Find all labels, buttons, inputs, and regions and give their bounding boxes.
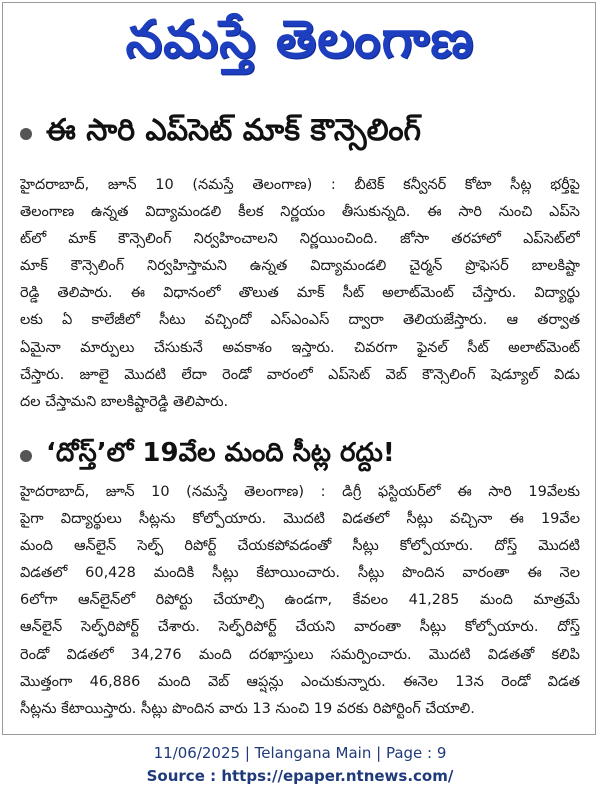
article-2-line: విడతలో 60,428 మందికి సీట్లు కేటాయించారు. సీట్లు పొందిన వారంతా ఈ నెల — [20, 565, 580, 582]
article-1-headline: ఈ సారి ఎప్‌సెట్ మాక్ కౌన్సెలింగ్ — [46, 113, 422, 148]
article-2-line: సీట్లను కేటాయిస్తారు. సీట్లు పొందిన వారు 13 నుంచి 19 వరకు రిపోర్టింగ్ చేయాలి. — [20, 700, 475, 717]
article-1-line: మాక్ కౌన్సెలింగ్ నిర్వహిస్తామని ఉన్నత విద్యామండలి చైర్మన్ ప్రొఫెసర్ బాలకిష్టా — [20, 258, 580, 275]
masthead — [0, 4, 600, 76]
article-2-body — [20, 479, 580, 723]
article-2-headline: ‘దోస్త్’లో 19వేల మంది సీట్ల రద్దు! — [46, 438, 395, 468]
article-2-line: 6లోగా ఆన్‌లైన్‌లో రిపోర్టు చేయాల్సి ఉండగా, కేవలం 41,285 మంది మాత్రమే — [20, 592, 580, 609]
article-1-line: లకు ఏ కాలేజీలో సీటు వచ్చిందో ఎస్ఎంఎస్ ద్వారా తెలియజేస్తారు. ఆ తర్వాత — [20, 312, 580, 329]
article-1-line: ట్‌లో మాక్ కౌన్సెలింగ్ నిర్వహించాలని నిర్ణయించింది. జోసా తరహాలో ఎప్‌సెట్‌లో — [20, 231, 580, 248]
source-link[interactable]: Source : https://epaper.ntnews.com/ — [146, 767, 454, 785]
edition-info: 11/06/2025 | Telangana Main | Page : 9 — [153, 744, 447, 762]
bullet-icon — [20, 450, 32, 462]
article-1-line: ఏమైనా మార్పులు చేసుకునే అవకాశం ఇస్తారు. చివరగా ఫైనల్ సీట్ అలాట్‌మెంట్ — [20, 339, 580, 356]
article-1-line: రెడ్డి తెలిపారు. ఈ విధానంలో తొలుత మాక్ సీట్ అలాట్‌మెంట్ చేస్తారు. విద్యార్థు — [20, 285, 580, 302]
article-2-line: హైదరాబాద్, జూన్ 10 (నమస్తే తెలంగాణ) : డిగ్రీ ఫస్టియర్‌లో ఈ సారి 19వేలకు — [20, 484, 580, 500]
article-2-line: పైగా విద్యార్థులు సీట్లను కోల్పోయారు. మొదటి విడతలో సీట్లు వచ్చినా ఈ 19వేల — [20, 511, 580, 528]
article-2-line: మొత్తంగా 46,886 మంది వెబ్ ఆప్షన్లు ఎంచుకున్నారు. ఈనెల 13న రెండో విడత — [20, 673, 580, 690]
bullet-icon — [20, 128, 32, 140]
article-1-line: దల చేస్తామని బాలకిష్టారెడ్డి తెలిపారు. — [20, 393, 229, 410]
article-2-line: మంది ఆన్‌లైన్ సెల్ఫ్ రిపోర్ట్ చేయకపోవడంతో సీట్లు కోల్పోయారు. దోస్త్ మొదటి — [20, 538, 580, 555]
article-2-headline-row — [20, 434, 395, 478]
article-2-line: ఆన్‌లైన్ సెల్ఫ్‌రిపోర్ట్ చేశారు. సెల్ఫ్‌రిపోర్ట్ చేయని వారంతా సీట్లు కోల్పోయారు. దోస్త్ — [20, 619, 580, 636]
article-1-line: తెలంగాణ ఉన్నత విద్యామండలి కీలక నిర్ణయం తీసుకున్నది. ఈ సారి నుంచి ఎప్‌సె — [20, 204, 580, 221]
article-2-line: రెండో విడతలో 34,276 మంది దరఖాస్తులు సమర్పించారు. మొదటి విడతతో కలిపి — [20, 646, 580, 663]
article-1-body — [20, 172, 580, 416]
article-1-headline-row — [20, 112, 421, 156]
newspaper-logo: నమస్తే తెలంగాణ — [125, 10, 475, 70]
article-1-line: చేస్తారు. జూలై మొదటి లేదా రెండో వారంలో ఎప్‌సెట్ వెబ్ కౌన్సెలింగ్ షెడ్యూల్ విడు — [20, 366, 580, 383]
article-1-line: హైదరాబాద్, జూన్ 10 (నమస్తే తెలంగాణ) : బీటెక్ కన్వీనర్ కోటా సీట్ల భర్తీపై — [20, 177, 580, 193]
